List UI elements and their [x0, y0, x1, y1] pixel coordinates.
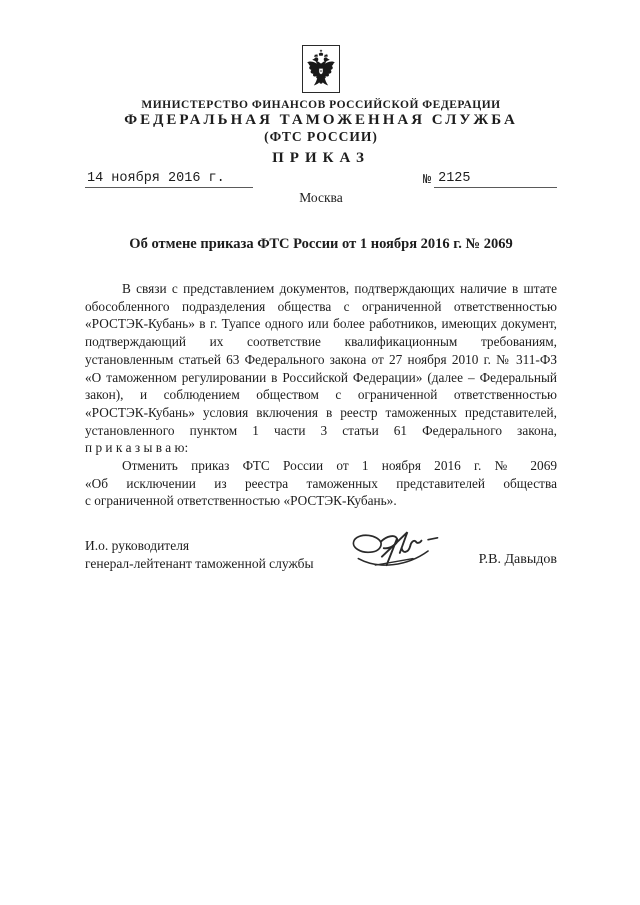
order-number: 2125 [434, 171, 557, 188]
agency-name: ФЕДЕРАЛЬНАЯ ТАМОЖЕННАЯ СЛУЖБА [124, 112, 518, 128]
order-date: 14 ноября 2016 г. [85, 171, 253, 188]
body-line: обособленного подразделения общества с ограниченной ответственностью [85, 298, 557, 314]
document-content [85, 0, 557, 581]
issue-city: Москва [299, 190, 343, 205]
preamble-paragraph [85, 280, 557, 457]
order-verb-line: п р и к а з ы в а ю: [85, 440, 189, 456]
body-line: закон), и соблюдением обществом с ограниченной ответственностью [85, 387, 557, 403]
double-headed-eagle-icon [304, 47, 338, 91]
handwritten-signature-icon [347, 525, 479, 577]
body-line: «РОСТЭК-Кубань» условия включения в реестр таможенных представителей, [85, 404, 557, 420]
body-line: установленного пунктом 1 части 3 статьи 61 Федерального закона, [85, 422, 557, 438]
signer-position-line1: И.о. руководителя [85, 538, 190, 554]
body-line: подтверждающий их соответствие квалификационным требованиям, [85, 334, 557, 350]
number-sign: № [423, 173, 432, 188]
order-clause-paragraph [85, 457, 557, 510]
order-title: Об отмене приказа ФТС России от 1 ноября 2016 г. № 2069 [129, 236, 513, 252]
body-line: В связи с представлением документов, подтверждающих наличие в штате [122, 281, 557, 296]
body-line: установленным статьей 63 Федерального закона от 27 ноября 2010 г. № 311-ФЗ [85, 351, 557, 367]
body-line: Отменить приказ ФТС России от 1 ноября 2016 г. № 2069 [122, 458, 557, 474]
order-body [85, 280, 557, 510]
signer-position-line2: генерал-лейтенант таможенной службы [85, 555, 314, 571]
date-number-row [85, 171, 557, 188]
signature-block [85, 537, 557, 581]
signer-name: Р.В. Давыдов [478, 552, 557, 568]
body-line: «О таможенном регулировании в Российской Федерации» (далее – Федеральный [85, 369, 557, 385]
agency-abbreviation: (ФТС РОССИИ) [264, 129, 378, 144]
body-line: «Об исключении из реестра таможенных представителей общества [85, 475, 557, 491]
document-type-heading: ПРИКАЗ [272, 150, 370, 166]
order-number-cell [423, 171, 557, 188]
ministry-name: МИНИСТЕРСТВО ФИНАНСОВ РОССИЙСКОЙ ФЕДЕРАЦИИ [141, 99, 501, 111]
body-line: с ограниченной ответственностью «РОСТЭК-Кубань». [85, 493, 397, 509]
body-line: «РОСТЭК-Кубань» в г. Туапсе одного или более работников, имеющих документ, [85, 316, 557, 332]
coat-of-arms-eagle-icon [302, 45, 340, 93]
